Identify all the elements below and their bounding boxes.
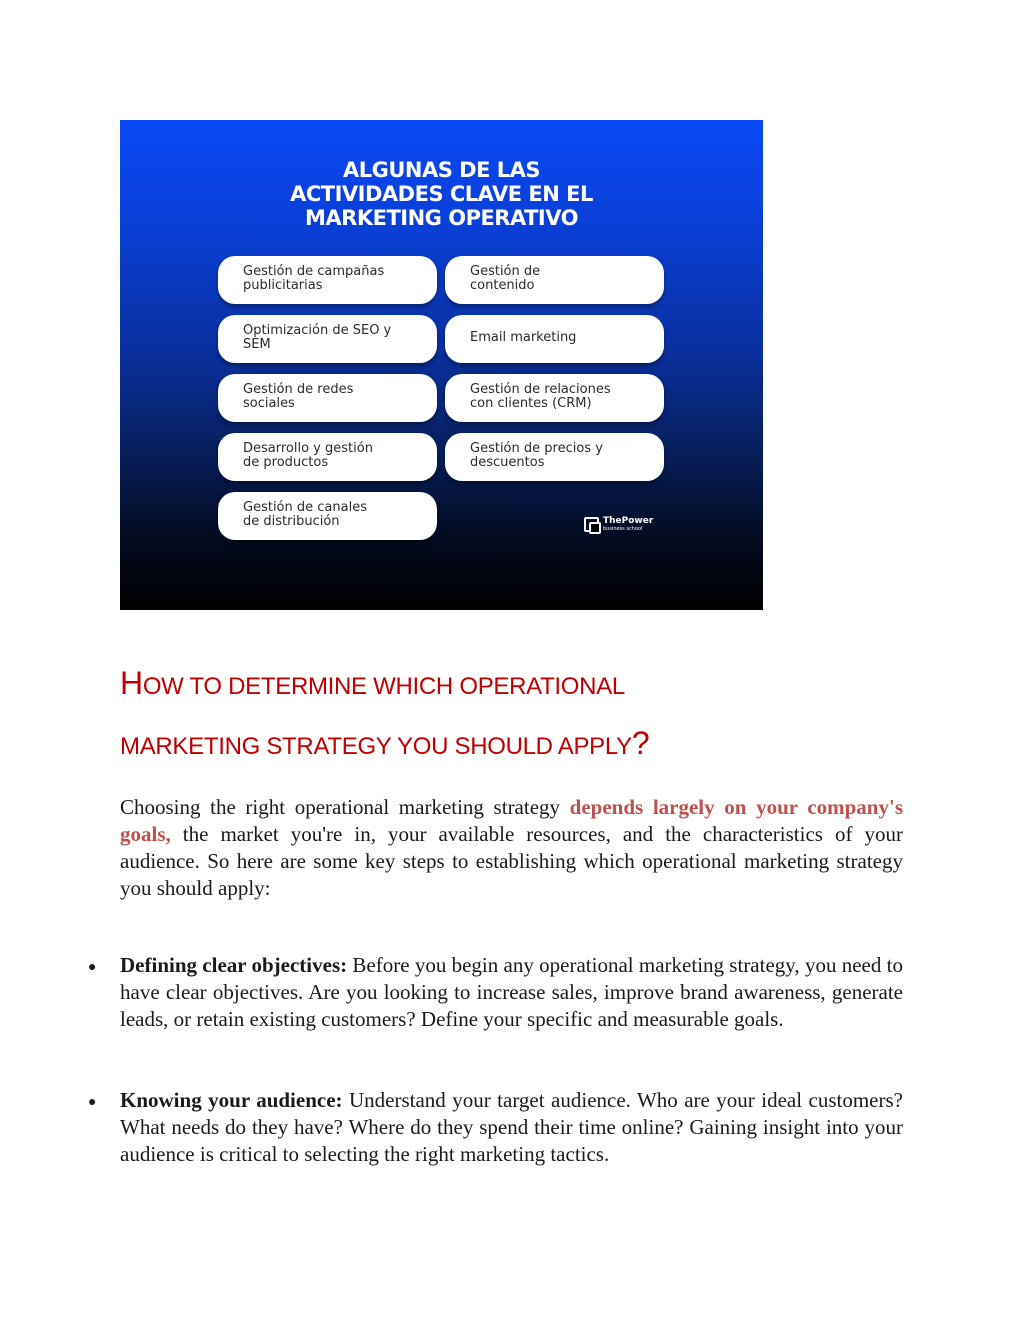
activity-pill: Gestión de campañas publicitarias [218, 256, 437, 304]
intro-text: Choosing the right operational marketing strategy [120, 795, 570, 819]
list-item-lead: Knowing your audience: [120, 1088, 343, 1112]
heading-question-mark: ? [631, 725, 650, 761]
intro-paragraph [120, 794, 903, 902]
section-heading [120, 655, 910, 775]
heading-line1: OW TO DETERMINE WHICH OPERATIONAL [142, 673, 625, 700]
infographic-title-line: ACTIVIDADES CLAVE EN EL [290, 182, 593, 206]
activity-pill: Gestión de contenido [445, 256, 664, 304]
intro-highlight: depends largely on your company's goals, [120, 795, 903, 846]
infographic-title-line: ALGUNAS DE LAS [342, 158, 541, 182]
list-item [120, 1087, 903, 1168]
infographic-image [120, 120, 763, 610]
infographic-title-line: MARKETING OPERATIVO [305, 206, 578, 230]
activity-pill: Email marketing [445, 315, 664, 363]
list-item-text: Understand your target audience. Who are your ideal customers? What needs do they have? Where do they spend their time online? Gaining insight into your audience is critical to selecting the right marketing tactics. [120, 1088, 903, 1166]
thepower-logo-icon [584, 517, 599, 532]
activity-pill: Optimización de SEO y SEM [218, 315, 437, 363]
logo-name: ThePower [603, 516, 654, 526]
activity-pill: Gestión de canales de distribución [218, 492, 437, 540]
thepower-logo [584, 517, 653, 532]
heading-line2: MARKETING STRATEGY YOU SHOULD APPLY [120, 733, 632, 760]
intro-text-continued: the market you're in, your available resources, and the characteristics of your audience. So here are some key steps to establishing which operational marketing strategy you should apply: [120, 822, 903, 900]
list-item-lead: Defining clear objectives: [120, 953, 348, 977]
logo-subtitle: business school [603, 526, 643, 532]
list-item-text: Before you begin any operational marketing strategy, you need to have clear objectives. Are you looking to increase sales, improve brand awareness, generate leads, or retain existing customers? Define your specific and measurable goals. [120, 953, 903, 1031]
activity-pill: Desarrollo y gestión de productos [218, 433, 437, 481]
bullet-icon: ● [88, 960, 97, 975]
activity-pill: Gestión de relaciones con clientes (CRM) [445, 374, 664, 422]
list-item [120, 952, 903, 1033]
bullet-icon: ● [88, 1095, 97, 1110]
activity-pill: Gestión de redes sociales [218, 374, 437, 422]
heading-initial: H [120, 665, 143, 701]
activity-pill: Gestión de precios y descuentos [445, 433, 664, 481]
infographic-title [120, 158, 763, 230]
